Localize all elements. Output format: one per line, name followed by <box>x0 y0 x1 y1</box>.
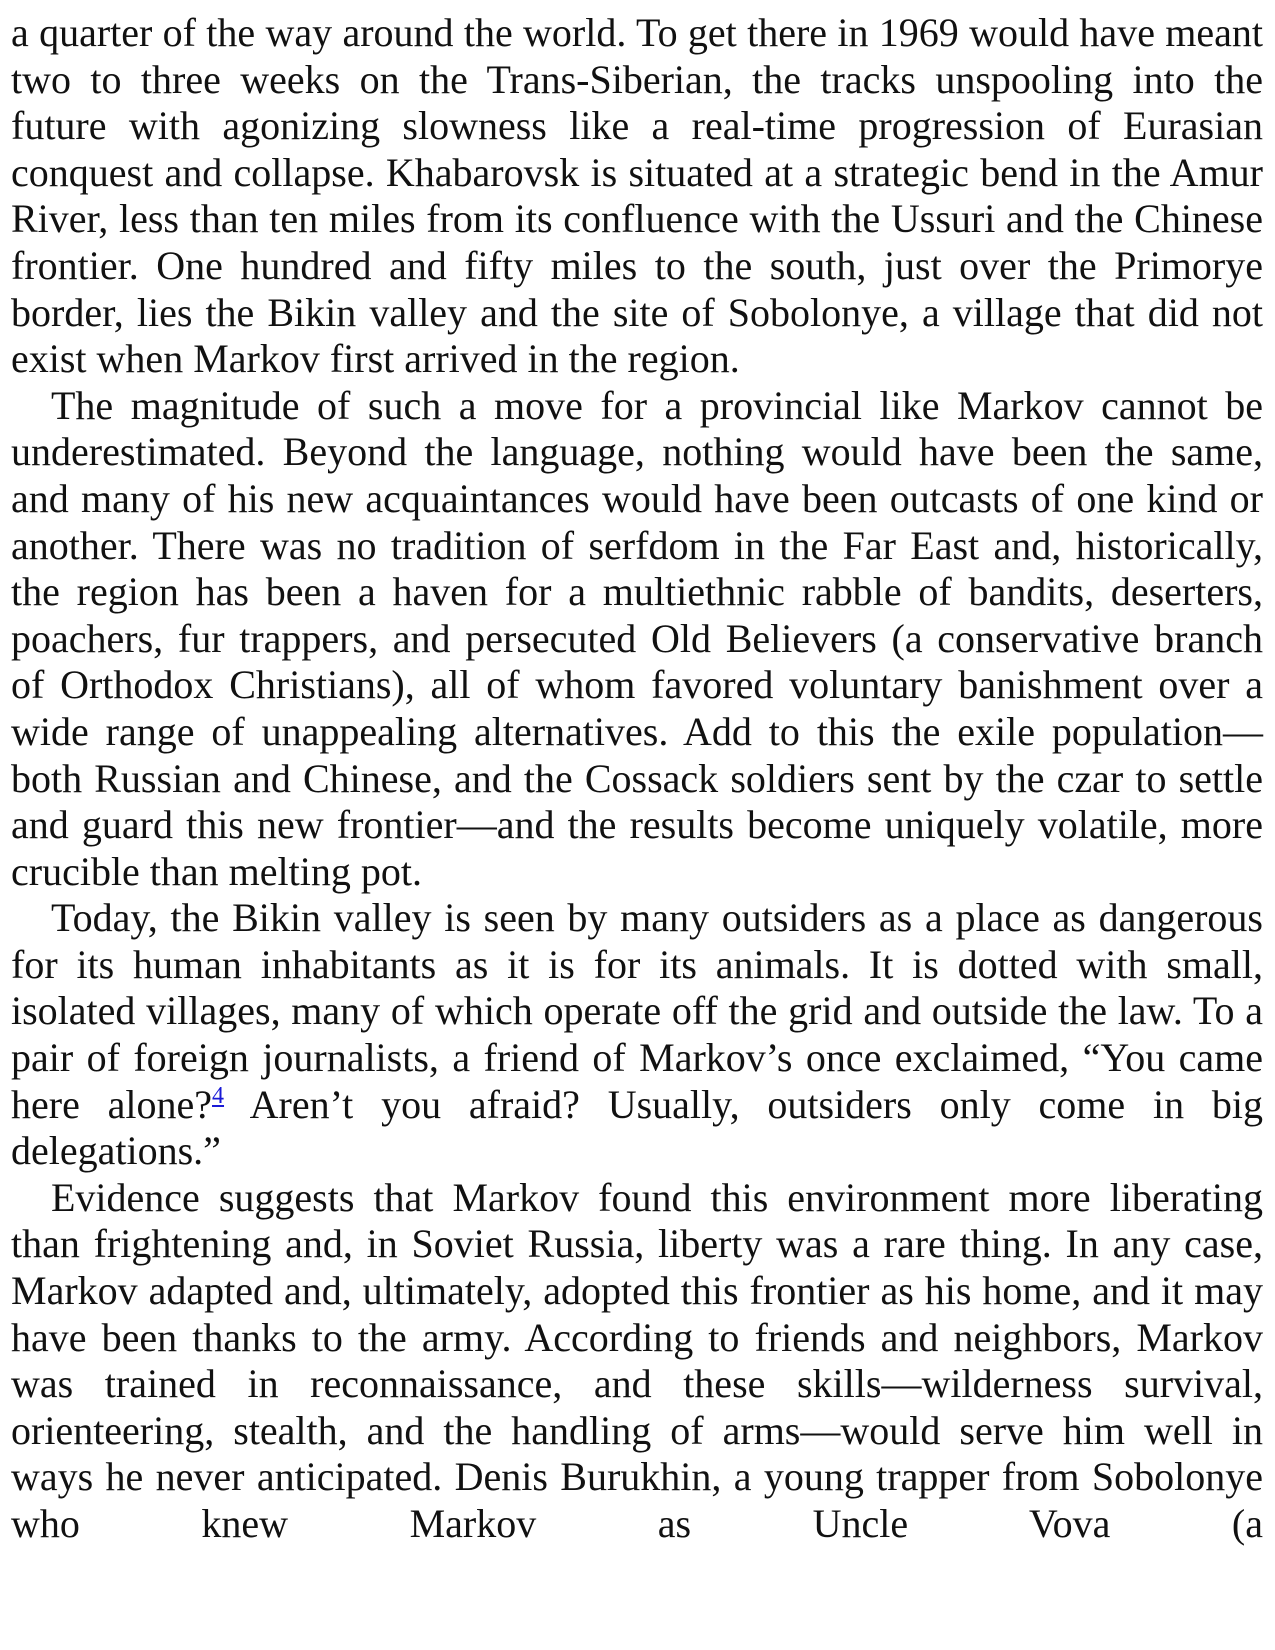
footnote-marker <box>212 1083 224 1109</box>
paragraph-4: Evidence suggests that Markov found this environment more liberating than frightening and, in Soviet Russia, liberty was a rare thing. In any case, Markov adapted and, ultimately, adopted this frontier as his home, and it may have been thanks to the army. According to friends and neighbors, Markov was trained in reconnaissance, and these skills—wilderness survival, orienteering, stealth, and the handling of arms—would serve him well in ways he never anticipated. Denis Burukhin, a young trapper from Sobolonye who knew Markov as Uncle Vova (a <box>11 1174 1263 1546</box>
footnote-link-4[interactable]: 4 <box>212 1082 225 1109</box>
paragraph-2: The magnitude of such a move for a provincial like Markov cannot be underestimated. Beyond the language, nothing would have been the same, and many of his new acquaintances would have been outcasts of one kind or another. There was no tradition of serfdom in the Far East and, historically, the region has been a haven for a multiethnic rabble of bandits, deserters, poachers, fur trappers, and persecuted Old Believers (a conservative branch of Orthodox Christians), all of whom favored voluntary banishment over a wide range of unappealing alternatives. Add to this the exile population—both Russian and Chinese, and the Cossack soldiers sent by the czar to settle and guard this new frontier—and the results become uniquely volatile, more crucible than melting pot. <box>11 382 1263 894</box>
paragraph-1: a quarter of the way around the world. To get there in 1969 would have meant two to three weeks on the Trans-Siberian, the tracks unspooling into the future with agonizing slowness like a real-time progression of Eurasian conquest and collapse. Khabarovsk is situated at a strategic bend in the Amur River, less than ten miles from its confluence with the Ussuri and the Chinese frontier. One hundred and fifty miles to the south, just over the Primorye border, lies the Bikin valley and the site of Sobolonye, a village that did not exist when Markov first arrived in the region. <box>11 10 1263 382</box>
paragraph-3-text-after: Aren’t you afraid? Usually, outsiders only come in big delegations.” <box>11 1081 1263 1174</box>
book-page-text <box>11 10 1263 1548</box>
paragraph-3 <box>11 895 1263 1175</box>
paragraph-3-text-before: Today, the Bikin valley is seen by many outsiders as a place as dangerous for its human inhabitants as it is for its animals. It is dotted with small, isolated villages, many of which operate off the grid and outside the law. To a pair of foreign journalists, a friend of Markov’s once exclaimed, “You came here alone? <box>11 895 1263 1127</box>
